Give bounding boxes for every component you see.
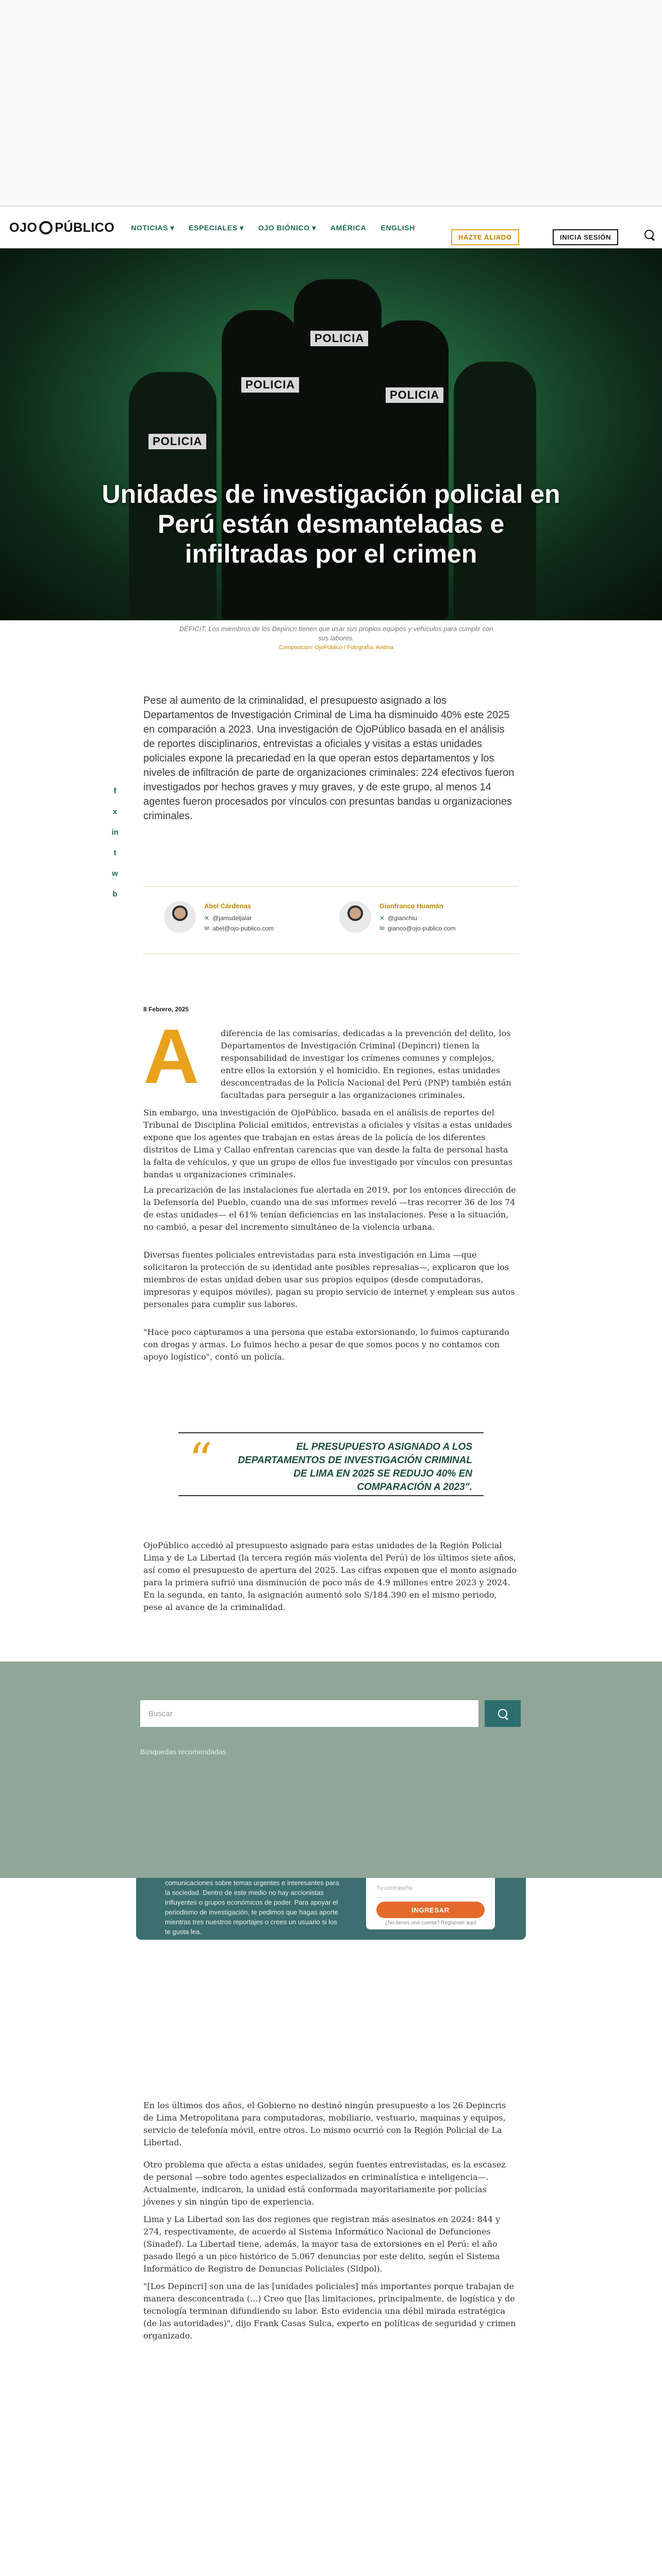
caption-credit: Composición: OjoPúblico / Fotografía: Andina — [279, 645, 393, 651]
paragraph: "Hace poco capturamos a una persona que estaba extorsionando, lo fuimos capturando con drogas y armas. Lo fuimos hecho a pesar de que somos pocos y no contamos con apoyo logístico", contó un policía. — [143, 1327, 509, 1362]
nav-item-noticias[interactable]: NOTICIAS ▾ — [131, 223, 175, 232]
author-name[interactable]: Abel Cárdenas — [204, 902, 252, 910]
author-card — [164, 901, 319, 942]
author-name[interactable]: Gianfranco Huamán — [379, 902, 443, 910]
login-button[interactable]: INICIA SESIÓN — [553, 229, 618, 245]
nav-item-especiales[interactable]: ESPECIALES ▾ — [189, 223, 244, 232]
author-handle[interactable] — [379, 914, 417, 922]
whatsapp-share-icon[interactable]: w — [112, 869, 118, 878]
author-email[interactable] — [204, 925, 274, 932]
quote-mark-icon: “ — [189, 1433, 213, 1487]
handle-text: @gianchiu — [388, 914, 417, 922]
mail-icon: ✉ — [379, 925, 385, 932]
recommended-searches-link[interactable]: Búsquedas recomendadas — [140, 1748, 226, 1756]
paragraph: Sin embargo, una investigación de OjoPúblico, basada en el análisis de reportes del Tribunal de Disciplina Policial emitidos, entrevistas a oficiales y visitas a estas unidades expone que los agentes que trabajan en estas áreas de la policía de los diferentes distritos de Lima y Callao enfrentan carencias que van desde la falta de personal hasta la falta de vehículos, y que un grupo de ellos fue investigado por vínculos con presuntas bandas u organizaciones criminales. — [143, 1108, 512, 1179]
police-vest-label: POLICIA — [148, 434, 206, 449]
officer-silhouette — [222, 310, 299, 619]
caption-text: DÉFICIT. Los miembros de los Depincri tienen que usar sus propios equipos y vehículos para cumplir con sus labores. — [179, 625, 493, 642]
linkedin-share-icon[interactable]: in — [111, 827, 119, 837]
author-handle[interactable] — [204, 914, 252, 922]
email-text: abel@ojo-publico.com — [212, 925, 274, 932]
promo-text: comunicaciones sobre temas urgentes e interesantes para la sociedad. Dentro de este medio no hay accionistas influyentes o grupos económicos de poder. Para apoyar el periodismo de investigación, te pedimos que hagas aporte mientras tres nuestros reportajes o crees un usuario si los te gusta lea. — [165, 1879, 339, 1936]
police-vest-label: POLICIA — [310, 331, 368, 346]
pull-quote-text: EL PRESUPUESTO ASIGNADO A LOS DEPARTAMENTOS DE INVESTIGACIÓN CRIMINAL DE LIMA EN 2025 SE REDUJO 40% EN COMPARACIÓN A 2023". — [238, 1442, 472, 1493]
mail-icon: ✉ — [204, 925, 210, 932]
paragraph: Otro problema que afecta a estas unidades, según fuentes entrevistadas, es la escasez de personal —sobre todo agentes especializados en criminalística e inteligencia—. Actualmente, indicaron, la unidad está conformada mayoritariamente por policías jóvenes y sin ningún tipo de experiencia. — [143, 2160, 506, 2207]
facebook-share-icon[interactable]: f — [113, 786, 117, 795]
drop-cap: A — [143, 1013, 200, 1099]
article-lead: Pese al aumento de la criminalidad, el presupuesto asignado a los Departamentos de Investigación Criminal de Lima ha disminuido 40% este 2025 en comparación a 2023. Una investigación de OjoPúblico basada en el análisis de reportes disciplinarios, entrevistas a oficiales y visitas a estas unidades policiales expone la precariedad en la que operan estos departamentos y los niveles de infiltración de parte de organizaciones criminales: 224 efectivos fueron investigados por hechos graves y muy graves, y de este grupo, al menos 14 agentes fueron procesados por vínculos con presuntas bandas u organizaciones criminales. — [143, 695, 515, 822]
x-share-icon[interactable]: x — [112, 807, 118, 816]
site-logo[interactable] — [9, 221, 114, 235]
handle-text: @jamsdeljalar — [212, 914, 252, 922]
article-title: Unidades de investigación policial en Perú están desmanteladas e infiltradas por el crimen — [102, 480, 560, 568]
avatar — [164, 901, 196, 933]
register-link[interactable]: ¿No tienes una cuenta? Regístrate aquí — [385, 1920, 476, 1926]
police-vest-label: POLICIA — [241, 377, 299, 393]
publish-date: 8 Febrero, 2025 — [143, 1006, 189, 1013]
eye-logo-icon — [39, 221, 53, 234]
main-nav — [131, 224, 429, 232]
telegram-share-icon[interactable]: t — [113, 848, 117, 857]
bookmark-icon[interactable]: b — [112, 889, 118, 899]
paragraph: "[Los Depincri] son una de las [unidades policiales] más importantes porque trabajan de manera desconcentrada (...) Creo que [las limitaciones, principalmente, de logística y de tecnología terminan difundiendo su labor. Esto evidencia una débil mirada estratégica (de las autoridades)", dijo Frank Casas Sulca, experto en políticas de seguridad y crimen organizado. — [143, 2281, 516, 2341]
search-icon — [498, 1709, 507, 1718]
paragraph: Diversas fuentes policiales entrevistadas para esta investigación en Lima —que solicitaron la protección de su identidad ante posibles represalias—, explicaron que los miembros de estas unidad deben usar sus propios equipos (desde computadoras, impresoras y equipos móviles), pagan su propio servicio de internet y emplean sus autos personales para cumplir sus labores. — [143, 1250, 515, 1309]
logo-text-right: PÚBLICO — [55, 220, 115, 235]
subscribe-button[interactable]: HAZTE ALIADO — [451, 229, 519, 245]
image-caption — [175, 624, 497, 652]
search-overlay — [0, 1662, 662, 1878]
avatar — [339, 901, 371, 933]
officer-silhouette — [371, 320, 449, 619]
paragraph: La precarización de las instalaciones fue alertada en 2019, por los entonces dirección de la Defensoría del Pueblo, cuando una de sus informes reveló —tras recorrer 36 de los 74 de estas unidades— el 61% tenían deficiencias en las instalaciones. Pese a la situación, no cambió, a pesar del incremento simultáneo de la violencia urbana. — [143, 1185, 516, 1232]
police-vest-label: POLICIA — [386, 387, 443, 403]
twitter-icon: ✕ — [204, 914, 210, 922]
search-icon[interactable] — [644, 230, 654, 239]
pull-quote — [178, 1432, 484, 1496]
author-box — [143, 886, 518, 954]
paragraph: En los últimos dos años, el Gobierno no destinó ningún presupuesto a los 26 Depincris de Lima Metropolitana para computadoras, mobiliario, vestuario, maquinas y equipos, servicio de telefonía móvil, entre otros. Lo mismo ocurrió con la Región Policial de La Libertad. — [143, 2100, 506, 2147]
password-field[interactable]: Tu contraseña — [376, 1885, 485, 1898]
search-submit-button[interactable] — [485, 1700, 521, 1727]
author-email[interactable] — [379, 925, 456, 932]
paragraph: Lima y La Libertad son las dos regiones que registran más asesinatos en 2024: 844 y 274, respectivamente, de acuerdo al Sistema Informático Nacional de Defunciones (Sinadef). La Libertad tiene, además, la mayor tasa de extorsiones en el Perú: el año pasado llegó a un pico histórico de 5.067 denuncias por este delito, según el Sistema Informático de Registro de Denuncias Policiales (Sidpol). — [143, 2214, 501, 2274]
login-form — [366, 1878, 495, 1929]
search-input[interactable]: Buscar — [140, 1700, 478, 1727]
nav-item-ojo-bionico[interactable]: OJO BIÓNICO ▾ — [258, 223, 316, 232]
author-card — [339, 901, 494, 942]
twitter-icon: ✕ — [379, 914, 385, 922]
paragraph: OjoPúblico accedió al presupuesto asignado para estas unidades de la Región Policial Lima y de La Libertad (la tercera región más violenta del Perú) de los últimos siete años, así como el presupuesto de apertura del 2025. Las cifras exponen que el monto asignado para la primera sufrió una disminución de poco más de 4.9 millones entre 2023 y 2024. En la segunda, en tanto, la asignación aumentó solo S/184.390 en el mismo periodo, pese al avance de la criminalidad. — [143, 1540, 517, 1612]
paragraph: diferencia de las comisarías, dedicadas a la prevención del delito, los Departamentos de Investigación Criminal (Depincri) tienen la responsabilidad de investigar los crímenes comunes y complejos, entre ellos la extorsión y el homicidio. En regiones, estas unidades desconcentradas de la Policía Nacional del Perú (PNP) también están facultadas para perseguir a las organizaciones criminales. — [221, 1028, 511, 1100]
nav-item-america[interactable]: AMÉRICA — [330, 223, 367, 232]
top-ad-space — [0, 0, 662, 207]
email-text: gianco@ojo-publico.com — [388, 925, 456, 932]
logo-text-left: OJO — [9, 220, 38, 235]
ingresar-button[interactable]: INGRESAR — [376, 1902, 485, 1918]
nav-item-english[interactable]: ENGLISH — [380, 223, 415, 232]
